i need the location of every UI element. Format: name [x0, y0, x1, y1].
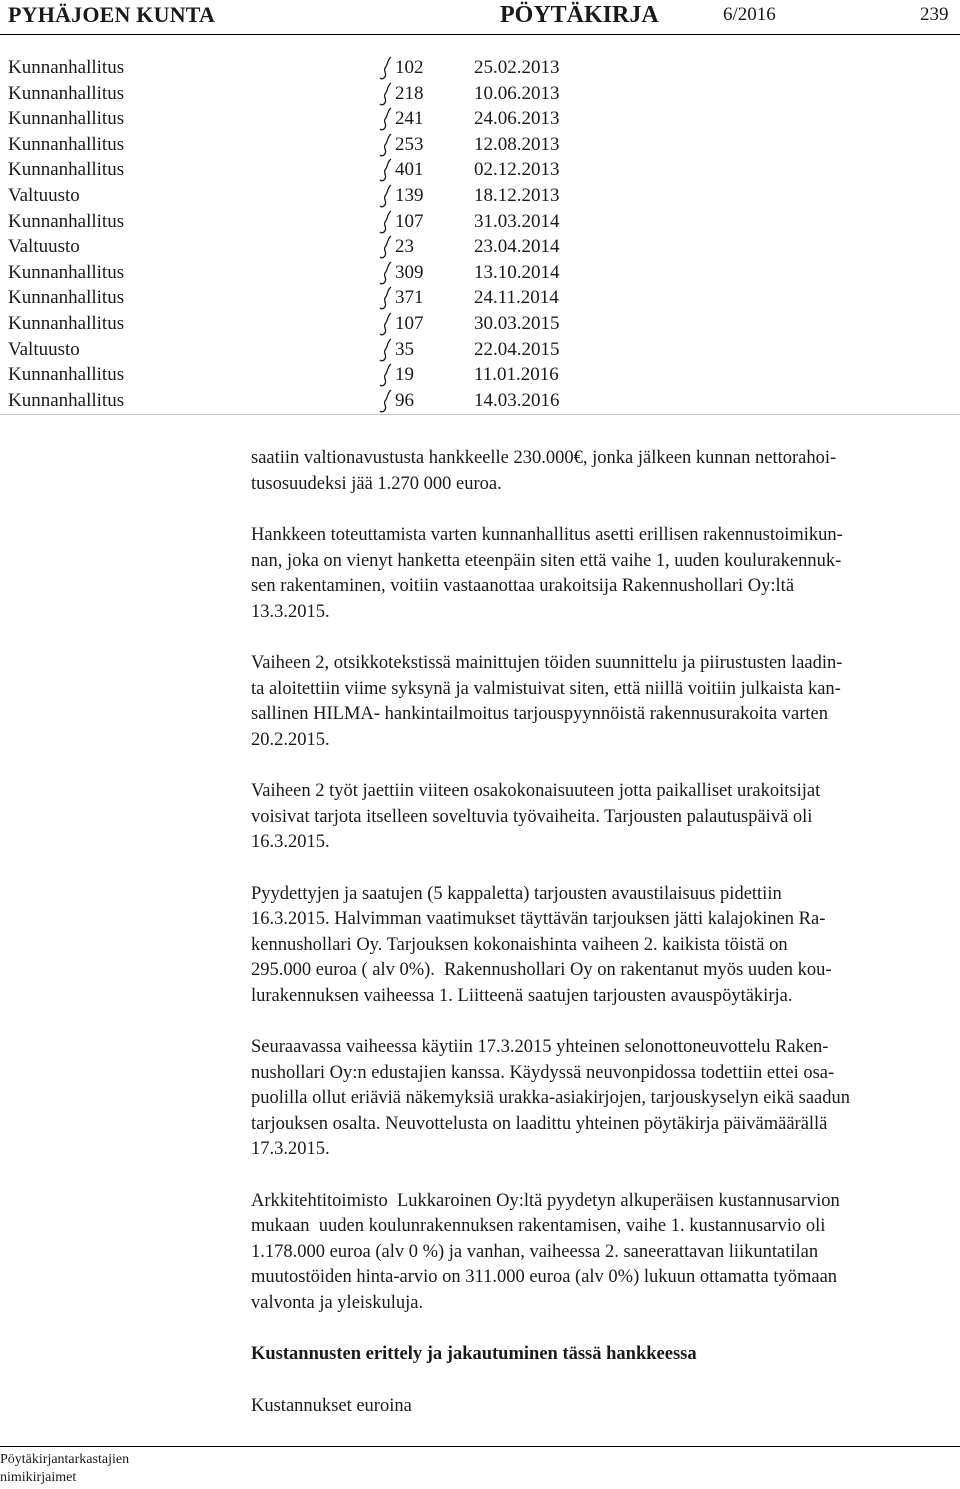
- paragraph-line: 295.000 euroa ( alv 0%). Rakennushollari Oy on rakentanut myös uuden kou-: [251, 960, 832, 980]
- section-sign-icon: [379, 389, 393, 413]
- history-section-number: 23: [395, 236, 414, 258]
- section-sign-icon: [379, 338, 393, 362]
- section-sign-icon: [379, 286, 393, 310]
- history-section-number: 139: [395, 184, 424, 206]
- history-section-number: 371: [395, 287, 424, 309]
- history-row: [0, 313, 960, 339]
- body-paragraph: [251, 446, 931, 497]
- section-sign-icon: [379, 184, 393, 208]
- history-date: 24.06.2013: [474, 108, 560, 130]
- history-body-name: Valtuusto: [8, 184, 80, 206]
- history-row: [0, 390, 960, 416]
- paragraph-line: 16.3.2015. Halvimman vaatimukset täyttävän tarjouksen jätti kalajokinen Ra-: [251, 909, 826, 929]
- section-sign-icon: [379, 158, 393, 182]
- section-sign-icon: [379, 107, 393, 131]
- history-body-name: Kunnanhallitus: [8, 82, 125, 104]
- history-body-name: Kunnanhallitus: [8, 159, 125, 181]
- history-date: 13.10.2014: [474, 261, 560, 283]
- decision-history-list: [0, 57, 960, 415]
- history-date: 10.06.2013: [474, 82, 560, 104]
- page-number: 239: [920, 4, 949, 25]
- body-paragraph: [251, 1035, 931, 1163]
- history-body-name: Kunnanhallitus: [8, 108, 125, 130]
- paragraph-line: Arkkitehtitoimisto Lukkaroinen Oy:ltä pyydetyn alkuperäisen kustannusarvion: [251, 1190, 840, 1211]
- history-section-number: 102: [395, 57, 424, 78]
- paragraph-line: nushollari Oy:n edustajien kanssa. Käydyssä neuvonpidossa todettiin ettei osa-: [251, 1062, 835, 1083]
- paragraph-line: Pyydettyjen ja saatujen (5 kappaletta) tarjousten avaustilaisuus pidettiin: [251, 883, 782, 904]
- history-date: 23.04.2014: [474, 236, 560, 258]
- history-date: 02.12.2013: [474, 159, 560, 181]
- paragraph-line: 13.3.2015.: [251, 601, 330, 622]
- body-paragraph: [251, 523, 931, 625]
- history-section-number: 218: [395, 82, 424, 104]
- paragraph-line: Seuraavassa vaiheessa käytiin 17.3.2015 yhteinen selonottoneuvottelu Raken-: [251, 1037, 829, 1057]
- history-date: 24.11.2014: [474, 287, 559, 309]
- document-number: 6/2016: [723, 4, 776, 25]
- history-section-number: 309: [395, 261, 424, 283]
- paragraph-line: mukaan uuden koulunrakennuksen rakentamisen, vaihe 1. kustannusarvio oli: [251, 1216, 826, 1236]
- section-sign-icon: [379, 210, 393, 234]
- history-date: 14.03.2016: [474, 389, 560, 411]
- history-date: 25.02.2013: [474, 57, 560, 78]
- document-type: PÖYTÄKIRJA: [500, 2, 659, 28]
- section-sign-icon: [379, 133, 393, 157]
- paragraph-line: 17.3.2015.: [251, 1139, 330, 1159]
- history-row: [0, 134, 960, 160]
- paragraph-line: saatiin valtionavustusta hankkeelle 230.000€, jonka jälkeen kunnan nettorahoi-: [251, 448, 837, 468]
- paragraph-line: ta aloitettiin viime syksynä ja valmistuivat siten, että niillä voitiin julkaista kan-: [251, 678, 841, 699]
- footer-line-reviewers: Pöytäkirjantarkastajien: [0, 1452, 130, 1467]
- history-section-number: 107: [395, 210, 424, 232]
- paragraph-line: sen rakentaminen, voitiin vastaanottaa urakoitsija Rakennushollari Oy:ltä: [251, 576, 795, 596]
- history-row: [0, 339, 960, 365]
- history-row: [0, 83, 960, 109]
- section-sign-icon: [379, 56, 393, 80]
- history-body-name: Kunnanhallitus: [8, 287, 125, 309]
- history-row: [0, 364, 960, 390]
- section-heading: Kustannusten erittely ja jakautuminen tässä hankkeessa: [251, 1344, 697, 1364]
- paragraph-line: 16.3.2015.: [251, 832, 330, 852]
- history-date: 18.12.2013: [474, 184, 560, 206]
- section-sign-icon: [379, 363, 393, 387]
- history-body-name: Kunnanhallitus: [8, 312, 125, 334]
- section-sign-icon: [379, 261, 393, 285]
- history-section-number: 35: [395, 338, 414, 360]
- body-paragraph: [251, 1189, 931, 1317]
- page-footer: [0, 1451, 129, 1487]
- paragraph-line: sallinen HILMA- hankintailmoitus tarjouspyynnöistä rakennusurakoita varten: [251, 704, 828, 724]
- page-header: [0, 0, 960, 34]
- history-date: 30.03.2015: [474, 312, 560, 334]
- body-paragraph: [251, 882, 931, 1010]
- history-row: [0, 262, 960, 288]
- history-date: 31.03.2014: [474, 210, 560, 232]
- paragraph-line: 1.178.000 euroa (alv 0 %) ja vanhan, vaiheessa 2. saneerattavan liikuntatilan: [251, 1241, 819, 1262]
- history-row: [0, 185, 960, 211]
- history-body-name: Kunnanhallitus: [8, 364, 125, 386]
- history-section-number: 253: [395, 133, 424, 155]
- history-row: [0, 57, 960, 83]
- paragraph-line: lurakennuksen vaiheessa 1. Liitteenä saatujen tarjousten avauspöytäkirja.: [251, 985, 793, 1006]
- paragraph-line: Vaiheen 2 työt jaettiin viiteen osakokonaisuuteen jotta paikalliset urakoitsijat: [251, 781, 821, 801]
- history-row: [0, 211, 960, 237]
- history-body-name: Valtuusto: [8, 236, 80, 258]
- organization-name: PYHÄJOEN KUNTA: [8, 2, 216, 27]
- paragraph-line: muutostöiden hinta-arvio on 311.000 euroa (alv 0%) lukuun ottamatta työmaan: [251, 1267, 838, 1287]
- body-paragraph: [251, 651, 931, 753]
- history-body-name: Kunnanhallitus: [8, 57, 125, 78]
- history-body-name: Kunnanhallitus: [8, 389, 125, 411]
- history-section-number: 241: [395, 108, 424, 130]
- history-section-number: 401: [395, 159, 424, 181]
- paragraph-line: nan, joka on vienyt hanketta eteenpäin siten että vaihe 1, uuden koulurakennuk-: [251, 550, 842, 571]
- history-body-name: Kunnanhallitus: [8, 261, 125, 283]
- history-row: [0, 159, 960, 185]
- paragraph-line: puolilla ollut eriäviä näkemyksiä urakka-asiakirjojen, tarjouskyselyn eikä saadun: [251, 1088, 851, 1108]
- history-body-name: Kunnanhallitus: [8, 210, 125, 232]
- paragraph-line: tusosuudeksi jää 1.270 000 euroa.: [251, 473, 502, 494]
- history-section-number: 96: [395, 389, 414, 411]
- footer-line-initials: nimikirjaimet: [0, 1470, 77, 1485]
- history-body-name: Valtuusto: [8, 338, 80, 360]
- section-sign-icon: [379, 82, 393, 106]
- history-date: 12.08.2013: [474, 133, 560, 155]
- history-section-number: 107: [395, 312, 424, 334]
- paragraph-line: 20.2.2015.: [251, 729, 330, 750]
- history-date: 22.04.2015: [474, 338, 560, 360]
- paragraph-line: Vaiheen 2, otsikkotekstissä mainittujen töiden suunnittelu ja piirustusten laadin-: [251, 653, 843, 673]
- body-paragraph: [251, 779, 931, 856]
- header-divider: [0, 34, 960, 35]
- paragraph-line: tarjouksen osalta. Neuvottelusta on laadittu yhteinen pöytäkirja päivämäärällä: [251, 1113, 828, 1134]
- paragraph-line: valvonta ja yleiskuluja.: [251, 1292, 424, 1313]
- footer-divider: [0, 1446, 960, 1447]
- history-section-number: 19: [395, 364, 414, 386]
- document-body: [251, 446, 931, 1445]
- history-body-name: Kunnanhallitus: [8, 133, 125, 155]
- body-paragraphs: [251, 446, 931, 1316]
- paragraph-line: Hankkeen toteuttamista varten kunnanhallitus asetti erillisen rakennustoimikun-: [251, 525, 843, 545]
- paragraph-line: voisivat tarjota itselleen soveltuvia työvaiheita. Tarjousten palautuspäivä oli: [251, 806, 813, 827]
- history-row: [0, 287, 960, 313]
- paragraph-line: kennushollari Oy. Tarjouksen kokonaishinta vaiheen 2. kaikista töistä on: [251, 934, 788, 955]
- history-row: [0, 236, 960, 262]
- costs-label: Kustannukset euroina: [251, 1395, 412, 1416]
- section-sign-icon: [379, 235, 393, 259]
- history-date: 11.01.2016: [474, 364, 559, 386]
- history-row: [0, 108, 960, 134]
- history-divider: [0, 414, 960, 415]
- section-sign-icon: [379, 312, 393, 336]
